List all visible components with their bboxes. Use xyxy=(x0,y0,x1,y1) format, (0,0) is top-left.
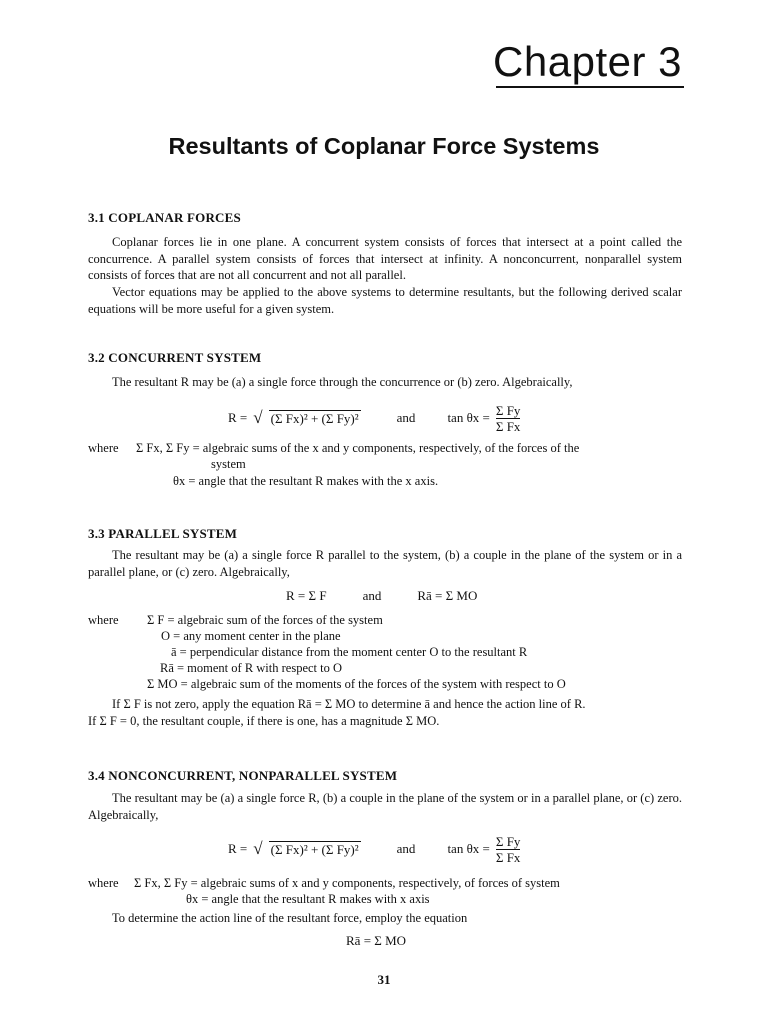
definition-line: Σ F = algebraic sum of the forces of the system xyxy=(147,613,383,627)
definition-line-continued: system xyxy=(211,457,246,471)
section-3-3-heading: 3.3 PARALLEL SYSTEM xyxy=(88,526,238,541)
section-3-4-paragraph-2: To determine the action line of the resultant force, employ the equation xyxy=(112,911,468,925)
section-3-2-heading: 3.2 CONCURRENT SYSTEM xyxy=(88,350,262,365)
section-3-2-equation xyxy=(228,400,520,436)
equation-tan: tan θx = xyxy=(447,410,490,425)
section-3-2-paragraph-1: The resultant R may be (a) a single force through the concurrence or (b) zero. Algebraically, xyxy=(112,375,573,389)
equation-radicand: (Σ Fx)² + (Σ Fy)² xyxy=(270,410,359,426)
definition-line: Σ Fx, Σ Fy = algebraic sums of the x and y components, respectively, of the forces of the xyxy=(136,441,580,455)
definition-line: Rā = moment of R with respect to O xyxy=(160,661,343,675)
definition-line: Σ MO = algebraic sum of the moments of the forces of the system with respect to O xyxy=(147,677,566,691)
where-label: where xyxy=(88,876,119,890)
fraction-denominator: Σ Fx xyxy=(495,849,521,865)
equation-part: R = Σ F xyxy=(286,588,327,603)
fraction-denominator: Σ Fx xyxy=(495,418,521,434)
section-3-4-equation xyxy=(228,830,520,868)
page-number: 31 xyxy=(377,972,391,987)
chapter-title: Resultants of Coplanar Force Systems xyxy=(168,133,600,159)
section-3-1-paragraph-2: Vector equations may be applied to the above systems to determine resultants, but the following derived scalar equations will be more useful for a given system. xyxy=(88,285,682,316)
section-3-3-paragraph-1: The resultant may be (a) a single force R parallel to the system, (b) a couple in the plane of the system or in a parallel plane, or (c) zero. Algebraically, xyxy=(88,548,682,579)
section-3-1-paragraph-1: Coplanar forces lie in one plane. A concurrent system consists of forces that intersect at a point called the concurrence. A parallel system consists of forces that intersect at infinity. A nonconcurrent, nonparallel system consists of forces that are not all concurrent and not all parallel. xyxy=(88,235,682,282)
equation-radicand: (Σ Fx)² + (Σ Fy)² xyxy=(270,841,359,857)
chapter-rule xyxy=(496,86,684,88)
chapter-label: Chapter 3 xyxy=(493,38,682,85)
equation-fraction xyxy=(496,403,521,434)
definition-line: O = any moment center in the plane xyxy=(161,629,341,643)
equation-part: Rā = Σ MO xyxy=(417,588,478,603)
radical-icon: √ xyxy=(253,408,263,427)
section-3-4-final-equation: Rā = Σ MO xyxy=(346,933,407,948)
equation-and: and xyxy=(396,410,416,425)
equation-lhs: R = xyxy=(228,410,248,425)
section-3-3-paragraph-3: If Σ F = 0, the resultant couple, if there is one, has a magnitude Σ MO. xyxy=(88,714,440,728)
equation-and: and xyxy=(396,841,416,856)
section-3-3-equation xyxy=(286,588,477,604)
equation-lhs: R = xyxy=(228,841,248,856)
fraction-numerator: Σ Fy xyxy=(495,402,521,418)
section-3-4-heading: 3.4 NONCONCURRENT, NONPARALLEL SYSTEM xyxy=(88,768,398,783)
section-3-4-paragraph-1: The resultant may be (a) a single force R, (b) a couple in the plane of the system or in a parallel plane, or (c) zero. Algebraically, xyxy=(88,791,682,822)
radical-icon: √ xyxy=(253,839,263,858)
equation-tan: tan θx = xyxy=(447,841,490,856)
definition-line: ā = perpendicular distance from the moment center O to the resultant R xyxy=(171,645,528,659)
definition-line: θx = angle that the resultant R makes with the x axis. xyxy=(173,474,439,488)
where-label: where xyxy=(88,613,119,627)
equation-fraction xyxy=(496,834,521,865)
definition-line: θx = angle that the resultant R makes with x axis xyxy=(186,892,430,906)
section-3-3-paragraph-2: If Σ F is not zero, apply the equation Rā = Σ MO to determine ā and hence the action line of R. xyxy=(112,697,586,711)
section-3-1-heading: 3.1 COPLANAR FORCES xyxy=(88,210,241,225)
fraction-numerator: Σ Fy xyxy=(495,833,521,849)
definition-line: Σ Fx, Σ Fy = algebraic sums of x and y components, respectively, of forces of system xyxy=(134,876,560,890)
where-label: where xyxy=(88,441,119,455)
equation-and: and xyxy=(362,588,382,603)
